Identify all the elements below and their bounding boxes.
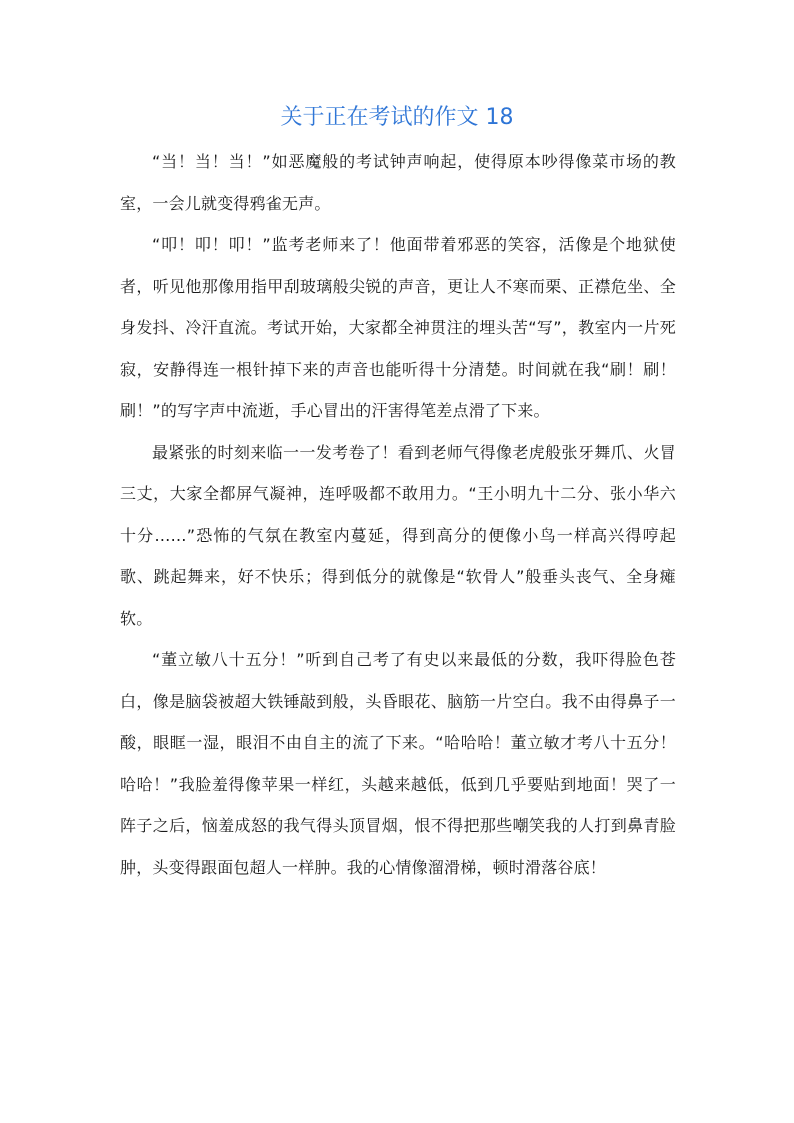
paragraph-2: “叩！叩！叩！”监考老师来了！他面带着邪恶的笑容，活像是个地狱使者，听见他那像用指甲刮玻璃般尖锐的声音，更让人不寒而栗、正襟危坐、全身发抖、冷汗直流。考试开始，大家都全神贯注的埋头苦“写”，教室内一片死寂，安静得连一根针掉下来的声音也能听得十分清楚。时间就在我“刷！刷！刷！”的写字声中流逝，手心冒出的汗害得笔差点滑了下来。 (120, 235, 676, 420)
paragraph-4: “董立敏八十五分！”听到自己考了有史以来最低的分数，我吓得脸色苍白，像是脑袋被超大铁锤敲到般，头昏眼花、脑筋一片空白。我不由得鼻子一酸，眼眶一湿，眼泪不由自主的流了下来。“哈哈哈！董立敏才考八十五分！哈哈！”我脸羞得像苹果一样红，头越来越低，低到几乎要贴到地面！哭了一阵子之后，恼羞成怒的我气得头顶冒烟，恨不得把那些嘲笑我的人打到鼻青脸肿，头变得跟面包超人一样肿。我的心情像溜滑梯，顿时滑落谷底！ (120, 650, 676, 877)
document-body (120, 141, 676, 888)
paragraph-3: 最紧张的时刻来临一一发考卷了！看到老师气得像老虎般张牙舞爪、火冒三丈，大家全都屏气凝神，连呼吸都不敢用力。“王小明九十二分、张小华六十分……”恐怖的气氛在教室内蔓延，得到高分的便像小鸟一样高兴得哼起歌、跳起舞来，好不快乐；得到低分的就像是“软骨人”般垂头丧气、全身瘫软。 (120, 442, 676, 628)
paragraph-1: “当！当！当！”如恶魔般的考试钟声响起，使得原本吵得像菜市场的教室，一会儿就变得鸦雀无声。 (120, 152, 676, 213)
document-title: 关于正在考试的作文 18 (280, 105, 514, 130)
